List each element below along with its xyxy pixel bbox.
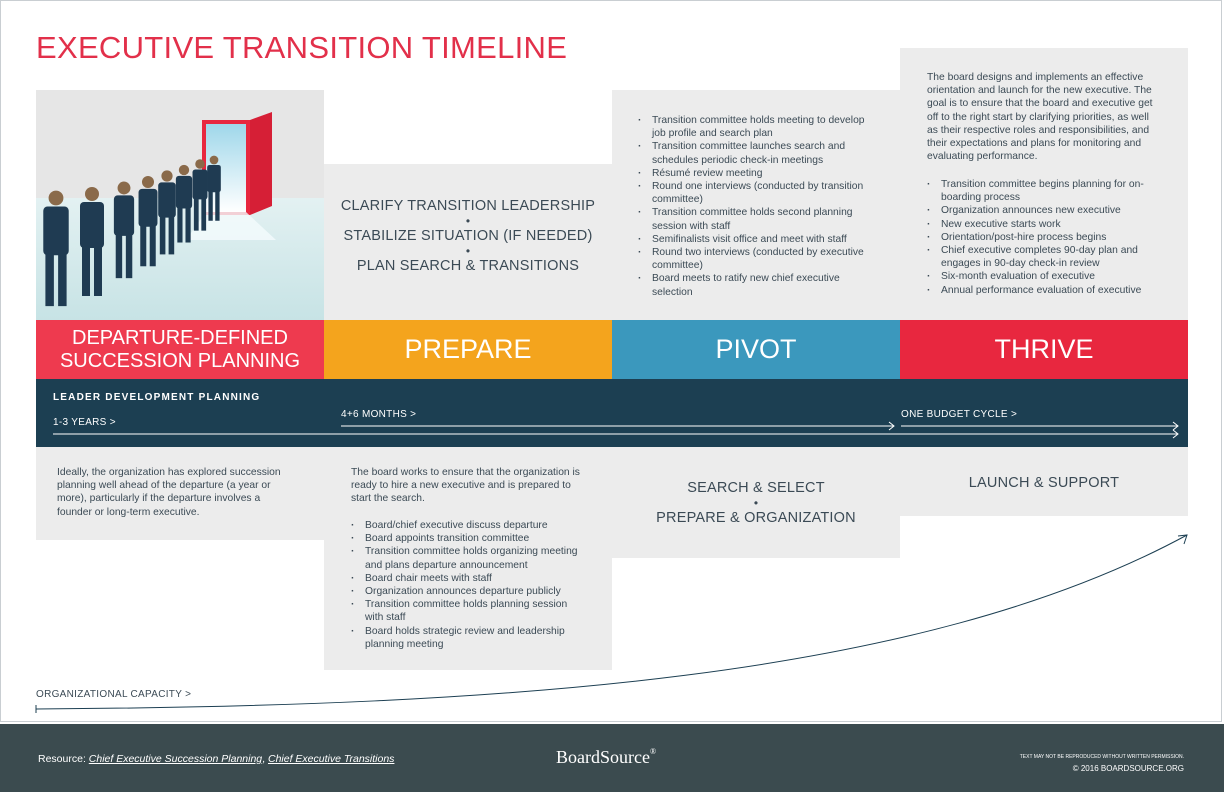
list-item: · New executive starts work: [927, 218, 1161, 231]
boardsource-logo: [556, 747, 656, 768]
resource-line: [38, 753, 394, 765]
phase-thrive: [900, 320, 1188, 379]
list-item: · Semifinalists visit office and meet with staff: [638, 233, 878, 246]
prepare-intro: The board works to ensure that the organization is ready to hire a new executive and is prepared to start the search.: [351, 467, 580, 505]
band-heading: LEADER DEVELOPMENT PLANNING: [53, 392, 261, 403]
band-budget-label: ONE BUDGET CYCLE >: [901, 409, 1018, 420]
list-item: · Six-month evaluation of executive: [927, 270, 1161, 283]
list-item: · Board meets to ratify new chief executive selection: [638, 272, 878, 298]
list-item: · Board/chief executive discuss departure: [351, 519, 587, 532]
list-item: · Transition committee launches search and schedules periodic check-in meetings: [638, 140, 878, 166]
list-item: · Organization announces departure publicly: [351, 585, 587, 598]
launch-support-label: LAUNCH & SUPPORT: [968, 475, 1120, 491]
timeline-arrows: [36, 379, 1188, 447]
resource-link-succession[interactable]: Chief Executive Succession Planning: [88, 753, 263, 765]
phase-prepare: [324, 320, 612, 379]
page-title: EXECUTIVE TRANSITION TIMELINE: [36, 30, 568, 65]
executives-door-illustration: [36, 90, 324, 320]
pivot-item-2: PREPARE & ORGANIZATION: [656, 510, 856, 526]
band-months-label: 4+6 MONTHS >: [341, 409, 417, 420]
prepare-top-panel: [324, 164, 612, 320]
thrive-intro: The board designs and implements an effective orientation and launch for the new executive. The goal is to ensure that the board and executive get off to the right start by clarifying priorities, as well as their respective roles and responsibilities, and their expectations and plans for monitoring and evaluating performance.: [927, 72, 1153, 163]
capacity-label: ORGANIZATIONAL CAPACITY >: [36, 689, 192, 700]
prepare-item-1: CLARIFY TRANSITION LEADERSHIP: [340, 198, 596, 214]
list-item: · Board chair meets with staff: [351, 572, 587, 585]
phase-pivot: [612, 320, 900, 379]
resource-prefix: Resource:: [38, 753, 89, 765]
leader-development-band: [36, 379, 1188, 447]
illustration-panel: [36, 90, 324, 320]
list-item: · Round two interviews (conducted by executive committee): [638, 246, 878, 272]
list-item: · Transition committee holds meeting to develop job profile and search plan: [638, 114, 878, 140]
separator-dot: •: [465, 214, 471, 228]
list-item: · Transition committee begins planning for on-boarding process: [927, 178, 1161, 204]
pivot-item-1: SEARCH & SELECT: [687, 480, 825, 496]
resource-link-transitions[interactable]: Chief Executive Transitions: [267, 753, 395, 765]
copyright: © 2016 BOARDSOURCE.ORG: [1072, 764, 1184, 773]
footer-bar: [0, 724, 1224, 792]
permission-notice: TEXT MAY NOT BE REPRODUCED WITHOUT WRITTEN PERMISSION.: [1019, 754, 1184, 760]
list-item: · Transition committee holds planning session with staff: [351, 598, 587, 624]
phase-label: PIVOT: [715, 334, 797, 364]
logo-text: BoardSource: [556, 747, 650, 767]
list-item: · Organization announces new executive: [927, 204, 1161, 217]
band-years-label: 1-3 YEARS >: [53, 417, 116, 428]
departure-description: Ideally, the organization has explored succession planning well ahead of the departure (a year or more), particularly if the departure involves a founder or long-term executive.: [57, 467, 281, 518]
capacity-curve-line: [36, 535, 1187, 709]
list-item: · Résumé review meeting: [638, 167, 878, 180]
list-item: · Round one interviews (conducted by transition committee): [638, 180, 878, 206]
separator-dot: •: [465, 244, 471, 258]
list-item: · Board holds strategic review and leadership planning meeting: [351, 625, 587, 651]
separator-dot: •: [753, 496, 759, 510]
pivot-bullet-list: [638, 114, 878, 299]
phase-label: THRIVE: [994, 334, 1094, 364]
prepare-item-2: STABILIZE SITUATION (IF NEEDED): [343, 228, 593, 244]
phase-label: PREPARE: [404, 334, 532, 364]
list-item: · Transition committee holds organizing meeting and plans departure announcement: [351, 545, 587, 571]
phase-departure: [36, 320, 324, 379]
list-item: · Orientation/post-hire process begins: [927, 231, 1161, 244]
logo-mark: ®: [649, 747, 657, 756]
thrive-bullet-list: [927, 178, 1161, 297]
prepare-item-3: PLAN SEARCH & TRANSITIONS: [356, 258, 580, 274]
resource-comma: ,: [262, 753, 268, 765]
list-item: · Transition committee holds second planning session with staff: [638, 206, 878, 232]
list-item: · Board appoints transition committee: [351, 532, 587, 545]
list-item: · Annual performance evaluation of executive: [927, 284, 1161, 297]
thrive-bottom-panel: [900, 447, 1188, 516]
thrive-top-panel: [900, 48, 1188, 320]
pivot-top-panel: [612, 90, 900, 320]
phase-label: DEPARTURE-DEFINED SUCCESSION PLANNING: [59, 326, 301, 372]
list-item: · Chief executive completes 90-day plan and engages in 90-day check-in review: [927, 244, 1161, 270]
